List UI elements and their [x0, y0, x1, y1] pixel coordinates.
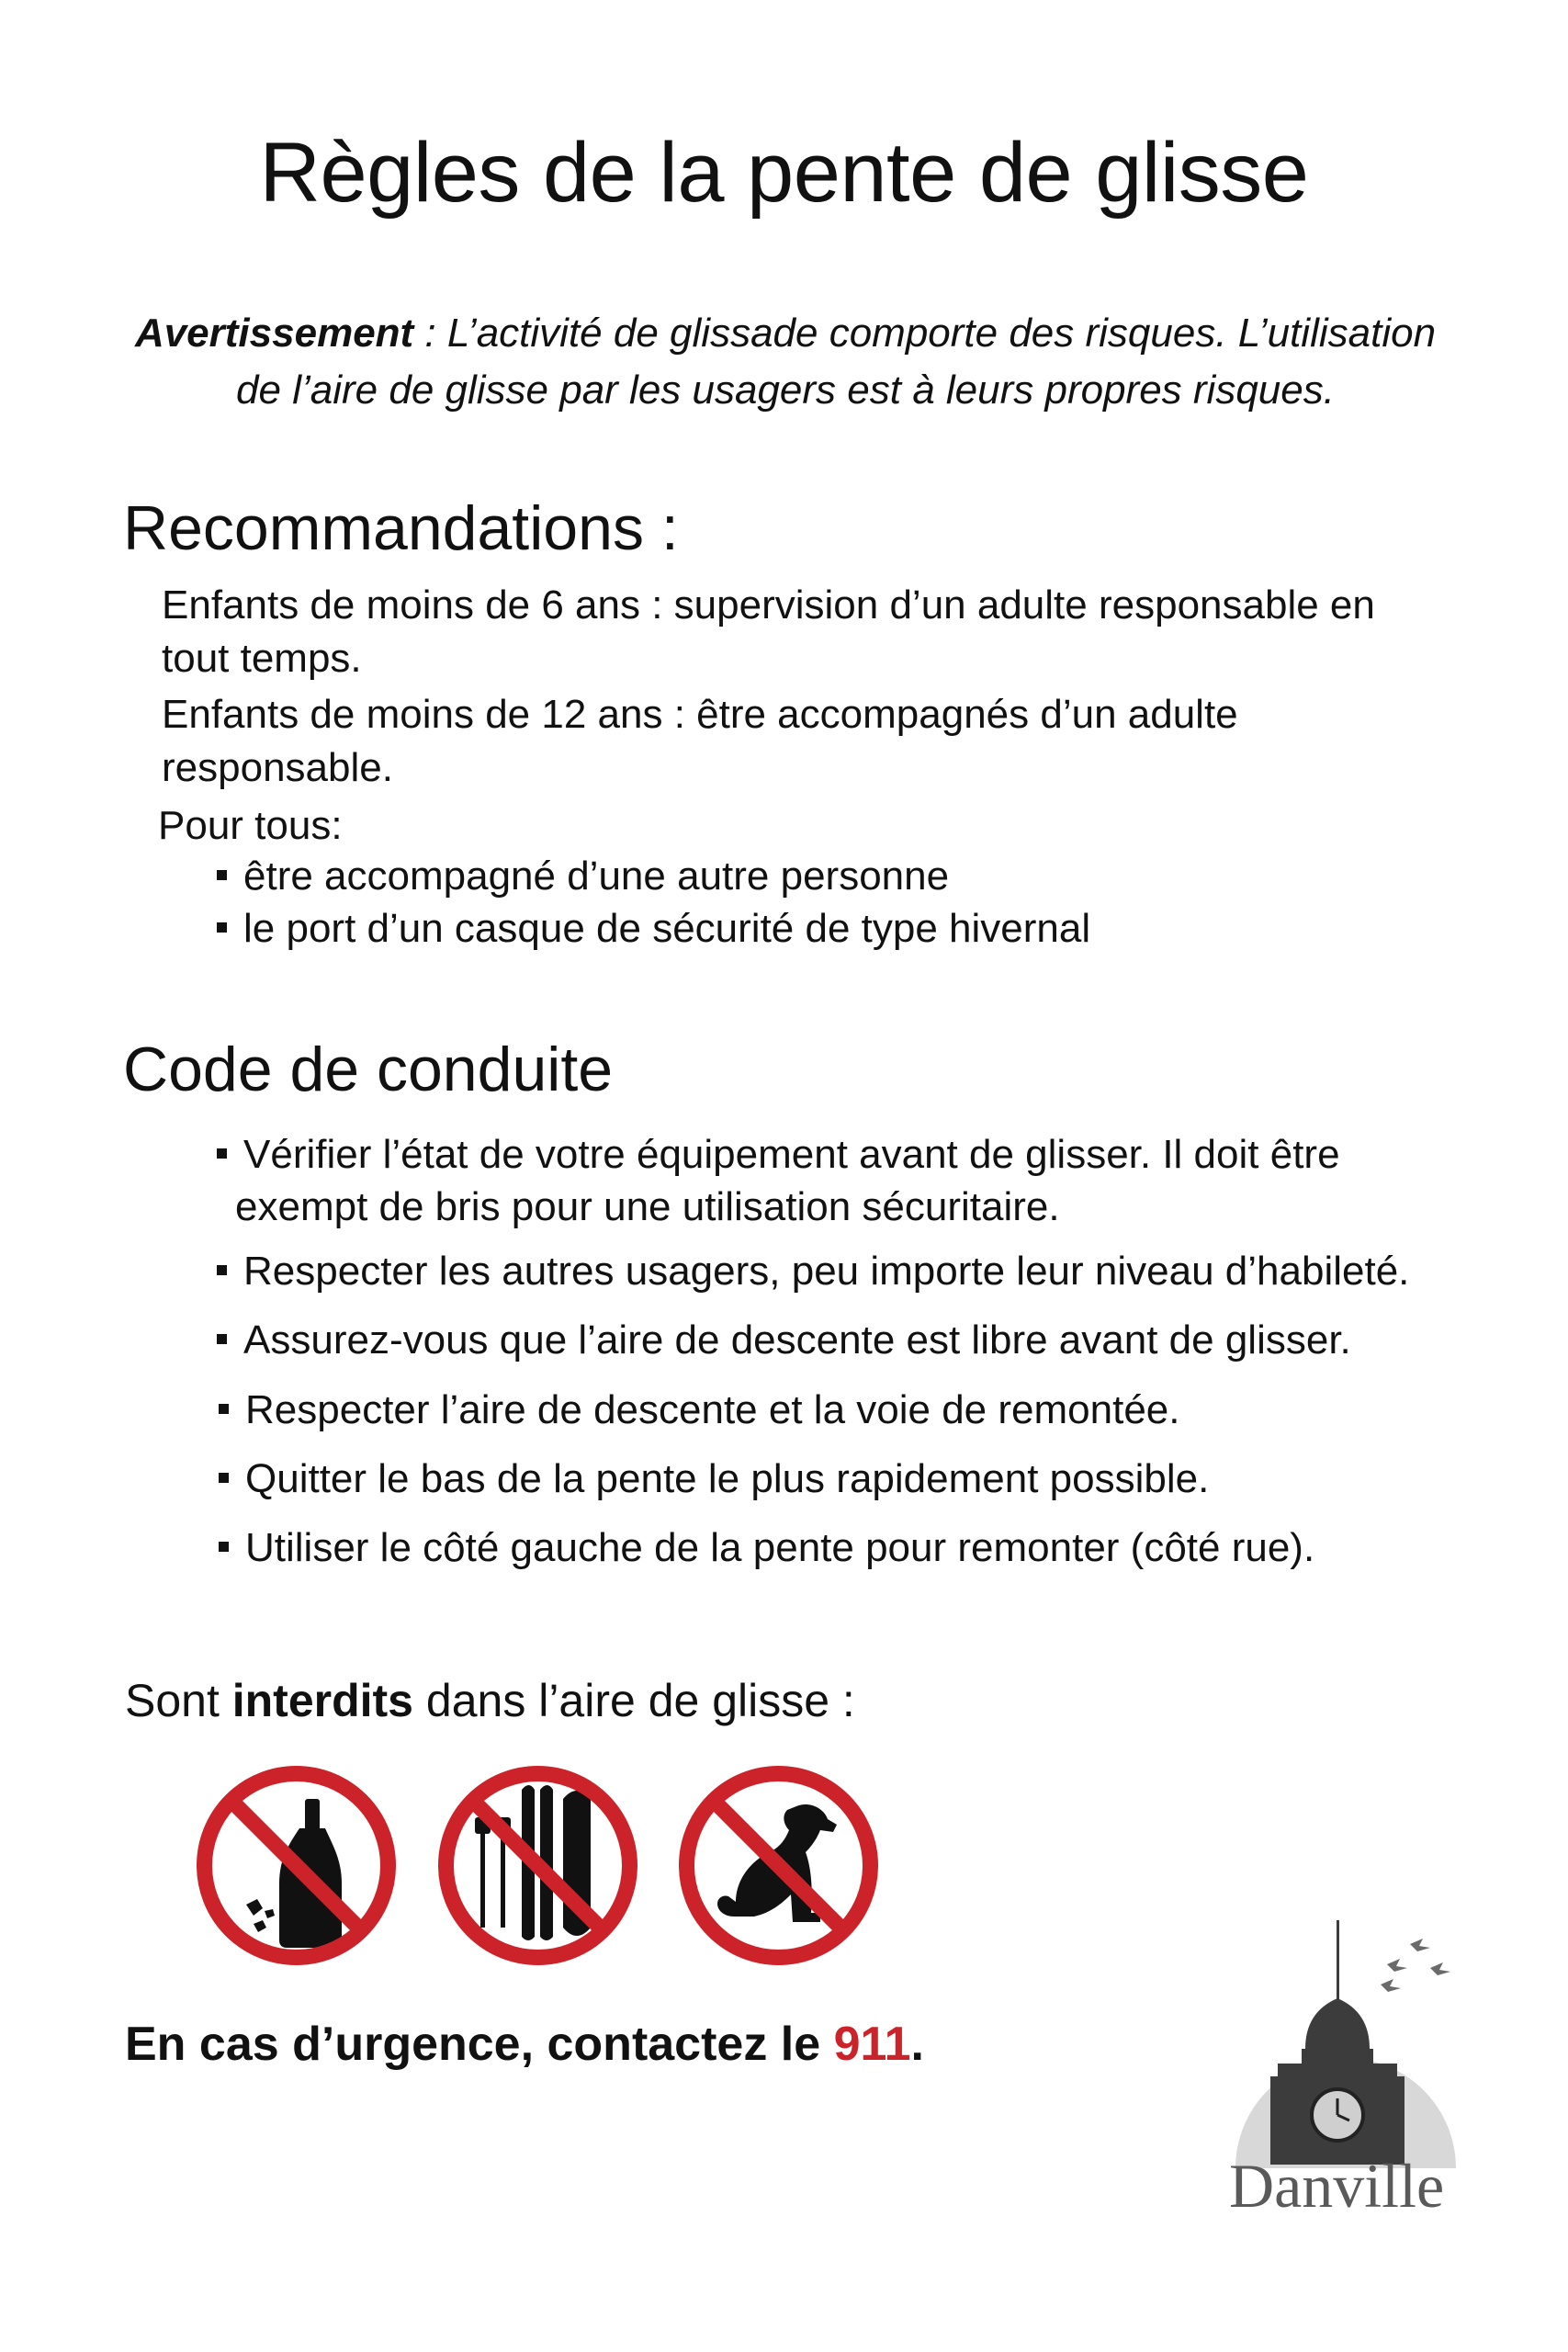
recommendations-heading: Recommandations :	[123, 493, 679, 563]
rule-item-continuation: exempt de bris pour une utilisation sécuritaire.	[235, 1184, 1060, 1229]
bullet-icon	[217, 922, 227, 933]
code-of-conduct-heading: Code de conduite	[123, 1035, 614, 1104]
bullet-icon	[217, 870, 227, 880]
bullet-icon	[219, 1404, 229, 1414]
bullet-icon	[217, 1148, 227, 1159]
rule-item: Utiliser le côté gauche de la pente pour remonter (côté rue).	[219, 1521, 1314, 1575]
bullet-icon	[219, 1542, 229, 1552]
for-all-label: Pour tous:	[158, 803, 343, 848]
warning-text: Avertissement : L’activité de glissade comporte des risques. L’utilisation de l’aire de glisse par les usagers est à leurs propres risques.	[134, 311, 1437, 413]
bullet-icon	[217, 1265, 227, 1275]
no-skis-snowboard-icon	[434, 1762, 641, 1969]
forbidden-icons	[193, 1762, 891, 1969]
recommendation-item: Enfants de moins de 12 ans : être accompagnés d’un adulte responsable.	[162, 692, 1238, 790]
rule-item: Assurez-vous que l’aire de descente est libre avant de glisser.	[217, 1314, 1351, 1367]
rule-item: Vérifier l’état de votre équipement avant de glisser. Il doit être	[217, 1128, 1340, 1182]
no-dogs-icon	[675, 1762, 882, 1969]
bullet-icon	[219, 1473, 229, 1483]
rule-item: Quitter le bas de la pente le plus rapidement possible.	[219, 1453, 1209, 1506]
bullet-icon	[217, 1334, 227, 1344]
emergency-notice: En cas d’urgence, contactez le 911.	[125, 2018, 924, 2071]
warning-label: Avertissement	[134, 311, 414, 356]
recommendation-item: Enfants de moins de 6 ans : supervision d’un adulte responsable en tout temps.	[162, 582, 1375, 681]
rule-item: Respecter les autres usagers, peu importe leur niveau d’habileté.	[217, 1245, 1409, 1298]
logo-wordmark: Danville	[1229, 2151, 1445, 2221]
rule-item: Respecter l’aire de descente et la voie de remontée.	[219, 1384, 1179, 1437]
list-item: le port d’un casque de sécurité de type hivernal	[217, 902, 1090, 956]
emergency-number: 911	[833, 2018, 911, 2071]
forbidden-heading: Sont interdits dans l’aire de glisse :	[125, 1675, 855, 1726]
no-glass-bottle-icon	[193, 1762, 400, 1969]
list-item: être accompagné d’une autre personne	[217, 850, 949, 903]
page-title: Règles de la pente de glisse	[259, 126, 1309, 220]
